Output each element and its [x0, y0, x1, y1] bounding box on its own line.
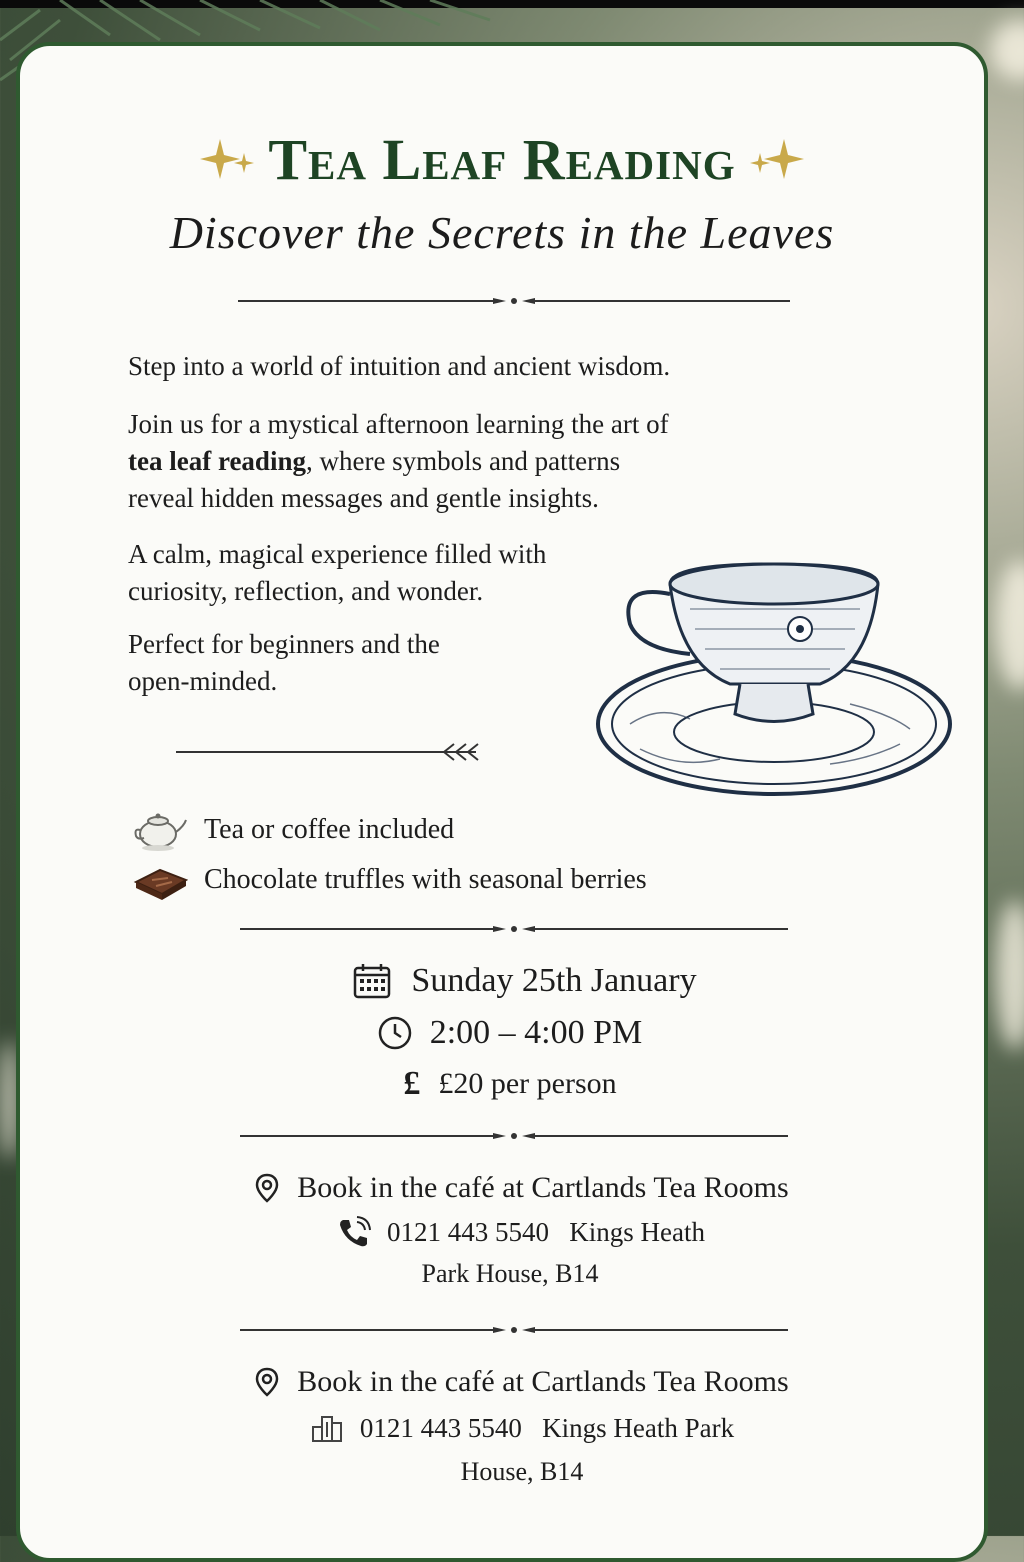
intro-text: Perfect for beginners and the — [128, 629, 440, 659]
calendar-icon — [353, 963, 391, 999]
event-date-row — [20, 956, 988, 1006]
list-item — [132, 806, 852, 854]
intro-text: reveal hidden messages and gentle insights. — [128, 483, 599, 513]
booking-text: Book in the café at Cartlands Tea Rooms — [297, 1171, 789, 1204]
intro-text: Join us for a mystical afternoon learning the art of — [128, 409, 669, 439]
arrow-divider — [176, 740, 492, 764]
flyer-card — [16, 42, 988, 1562]
subtitle: Discover the Secrets in the Leaves — [169, 207, 835, 258]
intro-paragraph-1 — [128, 348, 888, 385]
title-row — [20, 126, 984, 193]
booking-address: Park House, B14 — [421, 1259, 599, 1288]
event-price-row — [20, 1060, 988, 1108]
intro-text: open-minded. — [128, 666, 278, 696]
feature-label: Chocolate truffles with seasonal berries — [204, 864, 647, 895]
intro-paragraph-3 — [128, 536, 648, 610]
clock-icon — [378, 1016, 412, 1050]
ornament-divider — [240, 922, 788, 936]
booking-line — [20, 1166, 988, 1210]
ornament-divider — [238, 294, 790, 308]
booking-line — [20, 1360, 988, 1404]
bokeh-light — [995, 900, 1024, 1050]
teacup-illustration — [590, 554, 960, 804]
event-time: 2:00 – 4:00 PM — [429, 1014, 643, 1051]
event-price: £20 per person — [438, 1067, 617, 1100]
chocolate-icon — [132, 860, 188, 900]
list-item — [132, 856, 852, 904]
intro-paragraph-2 — [128, 406, 888, 517]
event-time-row — [20, 1008, 988, 1058]
teapot-icon — [132, 808, 188, 852]
booking-phone: 0121 443 5540 Kings Heath Park — [359, 1412, 735, 1443]
booking-phone-row — [20, 1212, 988, 1252]
intro-bold-text: tea leaf reading — [128, 446, 306, 476]
location-pin-icon — [255, 1173, 279, 1203]
pound-icon: £ — [403, 1065, 421, 1102]
booking-address-row — [20, 1452, 988, 1492]
intro-text: Step into a world of intuition and ancient wisdom. — [128, 351, 671, 381]
booking-address: House, B14 — [460, 1457, 584, 1486]
bokeh-light — [990, 20, 1024, 80]
phone-icon — [337, 1216, 371, 1248]
event-date: Sunday 25th January — [411, 962, 697, 999]
intro-text: curiosity, reflection, and wonder. — [128, 576, 484, 606]
intro-paragraph-4 — [128, 626, 648, 700]
intro-text: , where symbols and patterns — [305, 446, 621, 476]
location-pin-icon — [255, 1367, 279, 1397]
page-title: Tea Leaf Reading — [268, 127, 736, 192]
booking-phone-row — [20, 1408, 988, 1448]
bokeh-light — [995, 560, 1024, 690]
building-icon — [310, 1413, 344, 1443]
intro-text: A calm, magical experience filled with — [128, 539, 547, 569]
ornament-divider — [240, 1129, 788, 1143]
sparkle-icon — [200, 135, 258, 185]
booking-text: Book in the café at Cartlands Tea Rooms — [297, 1365, 789, 1398]
sparkle-icon — [746, 135, 804, 185]
feature-label: Tea or coffee included — [204, 814, 455, 845]
booking-address-row — [20, 1254, 988, 1294]
booking-phone: 0121 443 5540 Kings Heath — [387, 1216, 705, 1247]
feature-list — [132, 806, 852, 904]
ornament-divider — [240, 1323, 788, 1337]
